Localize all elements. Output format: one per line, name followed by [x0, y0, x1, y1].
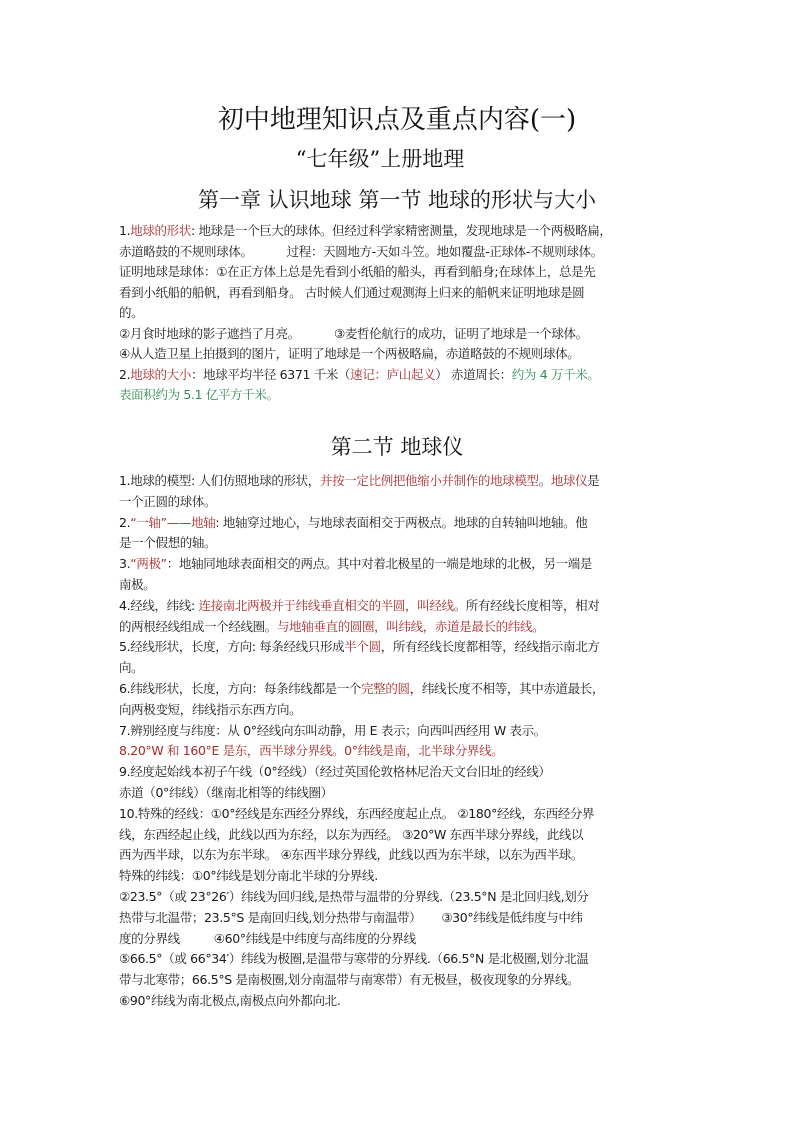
- paragraph-line: ②23.5°（或 23°26′）纬线为回归线,是热带与温带的分界线.（23.5°N 是北回归线,划分: [119, 888, 589, 904]
- highlight-value: 表面积约为 5.1 亿平方千米。: [119, 387, 279, 402]
- highlight-text: 完整的圆: [361, 680, 410, 696]
- paragraph-line: 7.辨别经度与纬度：从 0°经线向东叫动静，用 E 表示；向西叫西经用 W 表示。: [119, 722, 546, 738]
- paragraph-line: 西为西半球，以东为东半球。 ④东西半球分界线，此线以西为东半球，以东为西半球。: [119, 847, 584, 863]
- highlight-term: 地球的大小: [130, 366, 191, 382]
- section-globe: [119, 471, 689, 1012]
- paragraph-line: 度的分界线 ④60°纬线是中纬度与高纬度的分界线: [119, 930, 416, 946]
- section-shape-size: [119, 221, 689, 406]
- paragraph-line: 是一个假想的轴。: [119, 535, 217, 551]
- paragraph-line: 特殊的纬线：①0°纬线是划分南北半球的分界线.: [119, 868, 378, 884]
- highlight-text: 连接南北两极并于纬线垂直相交的半圆，叫经线: [198, 597, 454, 613]
- paragraph-line: 赤道略鼓的不规则球体。 过程：天圆地方-天如斗笠。地如覆盘-正球体-不规则球体。: [119, 243, 603, 259]
- highlight-term: “一轴”——地轴: [130, 514, 216, 530]
- paragraph-line: 线，东西经起止线，此线以西为东经，以东为西经。 ③20°W 东西半球分界线，此线以: [119, 826, 584, 842]
- paragraph-line: 的两根经线组成一个经线圈。与地轴垂直的圆圈，叫纬线，赤道是最长的纬线。: [119, 618, 545, 634]
- grade-heading: “七年级”上册地理: [295, 147, 465, 171]
- highlight-term: 地球的形状: [130, 223, 191, 238]
- highlight-mnemonic: 速记：庐山起义: [350, 366, 436, 382]
- paragraph-line: 6.纬线形状，长度，方向：每条纬线都是一个完整的圆，纬线长度不相等，其中赤道最长，: [119, 680, 605, 696]
- paragraph-line: 带与北寒带；66.5°S 是南极圈,划分南温带与南寒带）有无极昼，极夜现象的分界线。: [119, 972, 580, 988]
- paragraph-line: 10.特殊的经线：①0°经线是东西经分界线，东西经度起止点。 ②180°经线，东西经分界: [119, 805, 595, 821]
- highlight-term: 地球仪: [550, 473, 588, 488]
- paragraph-line: 看到小纸船的船帆，再看到船身。 古时候人们通过观测海上归来的船帆来证明地球是圆: [119, 284, 585, 300]
- highlight-text: 与地轴垂直的圆圈，叫纬线，赤道是最长的纬线: [276, 618, 533, 634]
- paragraph-line: 赤道（0°纬线）（继南北相等的纬线圈）: [119, 784, 333, 800]
- paragraph-line: 3.“两极”：地轴同地球表面相交的两点。其中对着北极星的一端是地球的北极，另一端是: [119, 556, 593, 572]
- paragraph-line: 4.经线，纬线: 连接南北两极并于纬线垂直相交的半圆，叫经线。所有经线长度相等，相对: [119, 597, 600, 613]
- paragraph-line: 的。: [119, 305, 144, 320]
- paragraph-line: 9.经度起始线本初子午线（0°经线）（经过英国伦敦格林尼治天文台旧址的经线）: [119, 764, 551, 780]
- highlight-value: 约为 4 万千米。: [511, 366, 600, 382]
- paragraph-line: 证明地球是球体：①在正方体上总是先看到小纸船的船头，再看到船身;在球体上，总是先: [119, 264, 596, 279]
- paragraph-line: 1.地球的模型: 人们仿照地球的形状，并按一定比例把他缩小并制作的地球模型。地球仪是: [119, 473, 600, 488]
- paragraph-line: 一个正圆的球体。: [119, 493, 217, 509]
- highlight-text: 并按一定比例把他缩小并制作的地球模型: [319, 473, 539, 488]
- paragraph-line: ⑥90°纬线为南北极点,南极点向外都向北.: [119, 992, 341, 1008]
- paragraph-line: ②月食时地球的影子遮挡了月亮。 ③麦哲伦航行的成功，证明了地球是一个球体。: [119, 325, 588, 341]
- document-title: 初中地理知识点及重点内容(一): [217, 105, 577, 135]
- paragraph-line: 1.地球的形状: 地球是一个巨大的球体。但经过科学家精密测量，发现地球是一个两极略扁，: [119, 223, 612, 238]
- paragraph-line: ⑤66.5°（或 66°34′）纬线为极圈,是温带与寒带的分界线.（66.5°N 是北极圈,划分北温: [119, 951, 589, 967]
- paragraph-line: 向两极变短，纬线指示东西方向。: [119, 701, 302, 717]
- paragraph-line: 热带与北温带；23.5°S 是南回归线,划分热带与南温带） ③30°纬线是低纬度与中纬: [119, 909, 583, 925]
- paragraph-line: ④从人造卫星上拍摄到的图片，证明了地球是一个两极略扁，赤道略鼓的不规则球体。: [119, 346, 580, 361]
- paragraph-line: 2.地球的大小：地球平均半径 6371 千米（速记：庐山起义） 赤道周长：约为 4 万千米。: [119, 366, 600, 382]
- paragraph-line: 向。: [119, 660, 144, 676]
- paragraph-line: 2.“一轴”——地轴: 地轴穿过地心，与地球表面相交于两极点。地球的自转轴叫地轴。他: [119, 514, 588, 530]
- highlight-term: “两极”: [130, 556, 167, 572]
- paragraph-line: 5.经线形状，长度，方向: 每条经线只形成半个圆，所有经线长度都相等，经线指示南北方: [119, 639, 600, 655]
- paragraph-line: 南极。: [119, 576, 156, 592]
- highlight-line: 8.20°W 和 160°E 是东，西半球分界线。0°纬线是南，北半球分界线。: [119, 743, 504, 759]
- highlight-text: 半个圆: [344, 639, 381, 655]
- chapter-heading: 第一章 认识地球 第一节 地球的形状与大小: [197, 188, 597, 212]
- section-heading: 第二节 地球仪: [330, 435, 464, 459]
